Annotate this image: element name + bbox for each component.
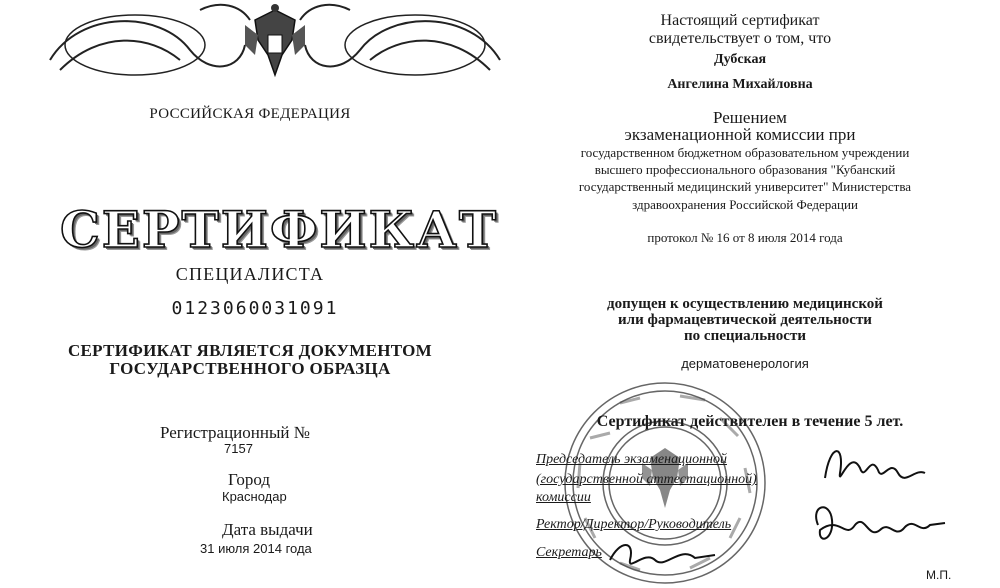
certificate-subtitle: СПЕЦИАЛИСТА xyxy=(175,264,325,284)
holder-name-patronymic: Ангелина Михайловна xyxy=(667,77,813,92)
signature-secretary xyxy=(600,530,720,580)
protocol-line: протокол № 16 от 8 июля 2014 года xyxy=(647,230,843,245)
city-value: Краснодар xyxy=(222,489,287,504)
issue-date-value: 31 июля 2014 года xyxy=(200,541,312,556)
holder-surname: Дубская xyxy=(713,52,767,67)
signature-rector xyxy=(810,495,950,555)
decision-line-2: экзаменационной комиссии при xyxy=(624,125,856,144)
admission-line-1: допущен к осуществлению медицинской xyxy=(607,296,883,312)
institution-line-4: здравоохранения Российской Федерации xyxy=(632,197,858,212)
document-status-line-2: ГОСУДАРСТВЕННОГО ОБРАЗЦА xyxy=(109,359,391,378)
decision-line-1: Решением xyxy=(713,108,787,127)
stamp-mark-label: М.П. xyxy=(926,568,952,582)
header-ornament xyxy=(40,0,510,95)
certificate-number: 0123060031091 xyxy=(171,298,339,319)
rector-line: Ректор/Директор/Руководитель xyxy=(536,517,732,532)
institution-line-3: государственный медицинский университет" Министерства xyxy=(578,179,912,194)
registration-value: 7157 xyxy=(224,441,253,456)
chair-line-2: (государственной аттестационной) xyxy=(536,472,757,487)
secretary-line: Секретарь xyxy=(536,545,602,560)
intro-line-1: Настоящий сертификат xyxy=(660,12,820,29)
institution-line-1: государственном бюджетном образовательном учреждении xyxy=(580,145,910,160)
coat-of-arms-icon xyxy=(245,4,305,75)
registration-label: Регистрационный № xyxy=(160,423,310,442)
signature-chair xyxy=(820,438,930,498)
country-name: РОССИЙСКАЯ ФЕДЕРАЦИЯ xyxy=(149,106,351,122)
document-status-line-1: СЕРТИФИКАТ ЯВЛЯЕТСЯ ДОКУМЕНТОМ xyxy=(67,341,433,360)
chair-line-1: Председатель экзаменационной xyxy=(536,452,727,467)
validity-statement: Сертификат действителен в течение 5 лет. xyxy=(596,413,904,430)
intro-line-2: свидетельствует о том, что xyxy=(648,30,832,47)
certificate-title: СЕРТИФИКАТ xyxy=(60,200,499,259)
chair-line-3: комиссии xyxy=(536,490,591,505)
admission-line-2: или фармацевтической деятельности xyxy=(618,312,872,328)
city-label: Город xyxy=(228,470,270,489)
specialty-value: дерматовенерология xyxy=(681,356,809,371)
institution-line-2: высшего профессионального образования "Кубанский xyxy=(594,162,896,177)
issue-date-label: Дата выдачи xyxy=(222,520,313,539)
admission-line-3: по специальности xyxy=(684,328,806,344)
